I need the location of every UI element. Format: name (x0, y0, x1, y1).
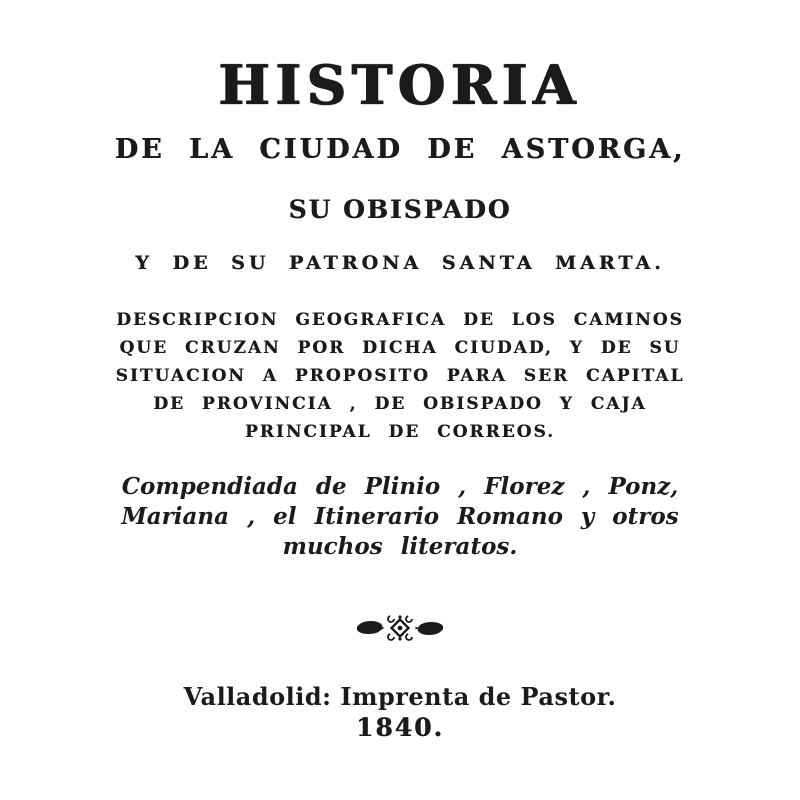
ornament-container (0, 612, 800, 644)
description-line: QUE CRUZAN POR DICHA CIUDAD, Y DE SU (119, 338, 681, 358)
printer-ornament-icon (354, 612, 446, 644)
imprint-line: Valladolid: Imprenta de Pastor. (183, 682, 617, 711)
compiled-from-line: Mariana , el Itinerario Romano y otros (121, 503, 679, 530)
patrona-line: Y DE SU PATRONA SANTA MARTA. (135, 252, 665, 274)
description-line: SITUACION A PROPOSITO PARA SER CAPITAL (115, 366, 685, 386)
description-line: DE PROVINCIA , DE OBISPADO Y CAJA (153, 394, 647, 414)
book-title: HISTORIA (218, 53, 582, 117)
compiled-from-line: Compendiada de Plinio , Florez , Ponz, (121, 473, 679, 500)
book-subtitle: DE LA CIUDAD DE ASTORGA, (114, 134, 686, 165)
description-paragraph (0, 306, 800, 446)
description-line: DESCRIPCION GEOGRAFICA DE LOS CAMINOS (116, 310, 684, 330)
year-line: 1840. (355, 713, 445, 742)
compiled-from-line: muchos literatos. (282, 533, 518, 560)
obispado-line: SU OBISPADO (288, 195, 512, 224)
description-line: PRINCIPAL DE CORREOS. (244, 422, 556, 442)
compiled-from-paragraph (0, 472, 800, 562)
